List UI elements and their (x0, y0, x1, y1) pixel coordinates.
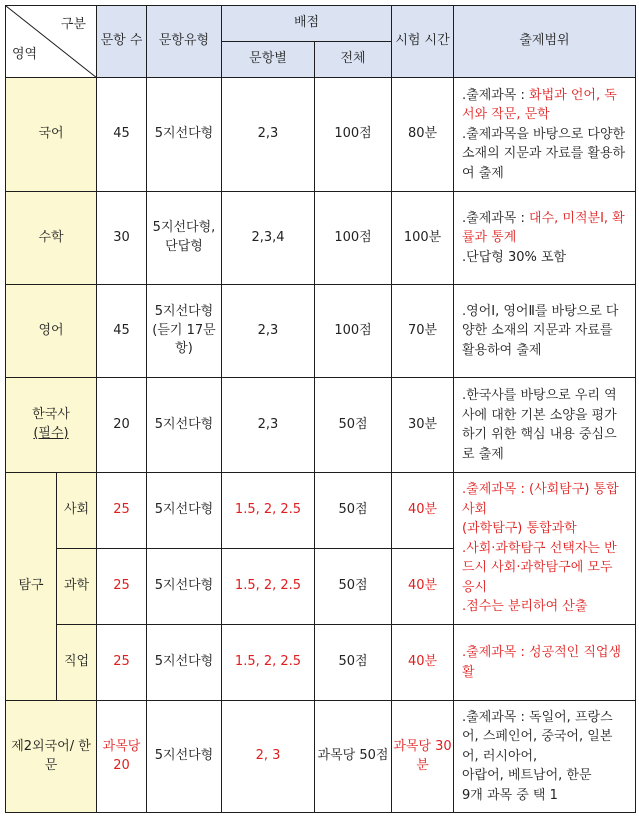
range-inquiry: .출제과목 : (사회탐구) 통합사회 (과학탐구) 통합과학 .사회·과학탐구 선택자는 반드시 사회·과학탐구에 모두 응시 .점수는 분리하여 산출 (454, 473, 636, 625)
type-career: 5지선다형 (147, 625, 222, 701)
subject-math: 수학 (6, 192, 97, 285)
count-career: 25 (97, 625, 147, 701)
type-science: 5지선다형 (147, 549, 222, 625)
table-row-career (6, 625, 636, 701)
type-korean: 5지선다형 (147, 78, 222, 192)
per-science: 1.5, 2, 2.5 (222, 549, 315, 625)
header-score: 배점 (222, 6, 392, 42)
total-math: 100점 (315, 192, 392, 285)
range-foreign: .출제과목 : 독일어, 프랑스어, 스페인어, 중국어, 일본어, 러시아어, 아랍어, 베트남어, 한문 9개 과목 중 택 1 (454, 701, 636, 813)
table-row-history (6, 378, 636, 473)
header-count: 문항 수 (97, 6, 147, 78)
type-foreign: 5지선다형 (147, 701, 222, 813)
type-english: 5지선다형 (듣기 17문항) (147, 285, 222, 378)
header-time: 시험 시간 (392, 6, 454, 78)
exam-table (5, 5, 636, 813)
per-korean: 2,3 (222, 78, 315, 192)
area-label: 영역 (12, 47, 38, 63)
per-social: 1.5, 2, 2.5 (222, 473, 315, 549)
header-total: 전체 (315, 42, 392, 78)
total-english: 100점 (315, 285, 392, 378)
header-corner-cell (6, 6, 97, 78)
range-math: .출제과목 : 대수, 미적분I, 확률과 통계 .단답형 30% 포함 (454, 192, 636, 285)
time-science: 40분 (392, 549, 454, 625)
time-korean: 80분 (392, 78, 454, 192)
count-history: 20 (97, 378, 147, 473)
table-row-math (6, 192, 636, 285)
division-label: 구분 (60, 17, 86, 32)
count-social: 25 (97, 473, 147, 549)
count-english: 45 (97, 285, 147, 378)
header-type: 문항유형 (147, 6, 222, 78)
table-row-english (6, 285, 636, 378)
table-row-korean (6, 78, 636, 192)
per-career: 1.5, 2, 2.5 (222, 625, 315, 701)
header-range: 출제범위 (454, 6, 636, 78)
count-foreign: 과목당 20 (97, 701, 147, 813)
total-history: 50점 (315, 378, 392, 473)
table-row-social (6, 473, 636, 549)
range-history: .한국사를 바탕으로 우리 역사에 대한 기본 소양을 평가하기 위한 핵심 내용 중심으로 출제 (454, 378, 636, 473)
total-science: 50점 (315, 549, 392, 625)
per-foreign: 2, 3 (222, 701, 315, 813)
total-career: 50점 (315, 625, 392, 701)
per-math: 2,3,4 (222, 192, 315, 285)
range-english: .영어Ⅰ, 영어Ⅱ를 바탕으로 다양한 소재의 지문과 자료를 활용하여 출제 (454, 285, 636, 378)
subject-english: 영어 (6, 285, 97, 378)
total-foreign: 과목당 50점 (315, 701, 392, 813)
time-math: 100분 (392, 192, 454, 285)
table-row-foreign (6, 701, 636, 813)
count-korean: 45 (97, 78, 147, 192)
sub-career: 직업 (57, 625, 97, 701)
subject-foreign: 제2외국어/ 한문 (6, 701, 97, 813)
type-history: 5지선다형 (147, 378, 222, 473)
range-korean: .출제과목 : 화법과 언어, 독서와 작문, 문학 .출제과목을 바탕으로 다양한 소재의 지문과 자료를 활용하여 출제 (454, 78, 636, 192)
subject-inquiry: 탐구 (6, 473, 57, 701)
time-history: 30분 (392, 378, 454, 473)
sub-social: 사회 (57, 473, 97, 549)
count-math: 30 (97, 192, 147, 285)
range-career: .출제과목 : 성공적인 직업생활 (454, 625, 636, 701)
time-career: 40분 (392, 625, 454, 701)
type-social: 5지선다형 (147, 473, 222, 549)
time-english: 70분 (392, 285, 454, 378)
total-korean: 100점 (315, 78, 392, 192)
sub-science: 과학 (57, 549, 97, 625)
total-social: 50점 (315, 473, 392, 549)
count-science: 25 (97, 549, 147, 625)
header-per-item: 문항별 (222, 42, 315, 78)
subject-history: 한국사 (필수) (6, 378, 97, 473)
required-note: (필수) (33, 426, 69, 441)
type-math: 5지선다형, 단답형 (147, 192, 222, 285)
time-social: 40분 (392, 473, 454, 549)
subject-korean: 국어 (6, 78, 97, 192)
per-history: 2,3 (222, 378, 315, 473)
per-english: 2,3 (222, 285, 315, 378)
time-foreign: 과목당 30분 (392, 701, 454, 813)
